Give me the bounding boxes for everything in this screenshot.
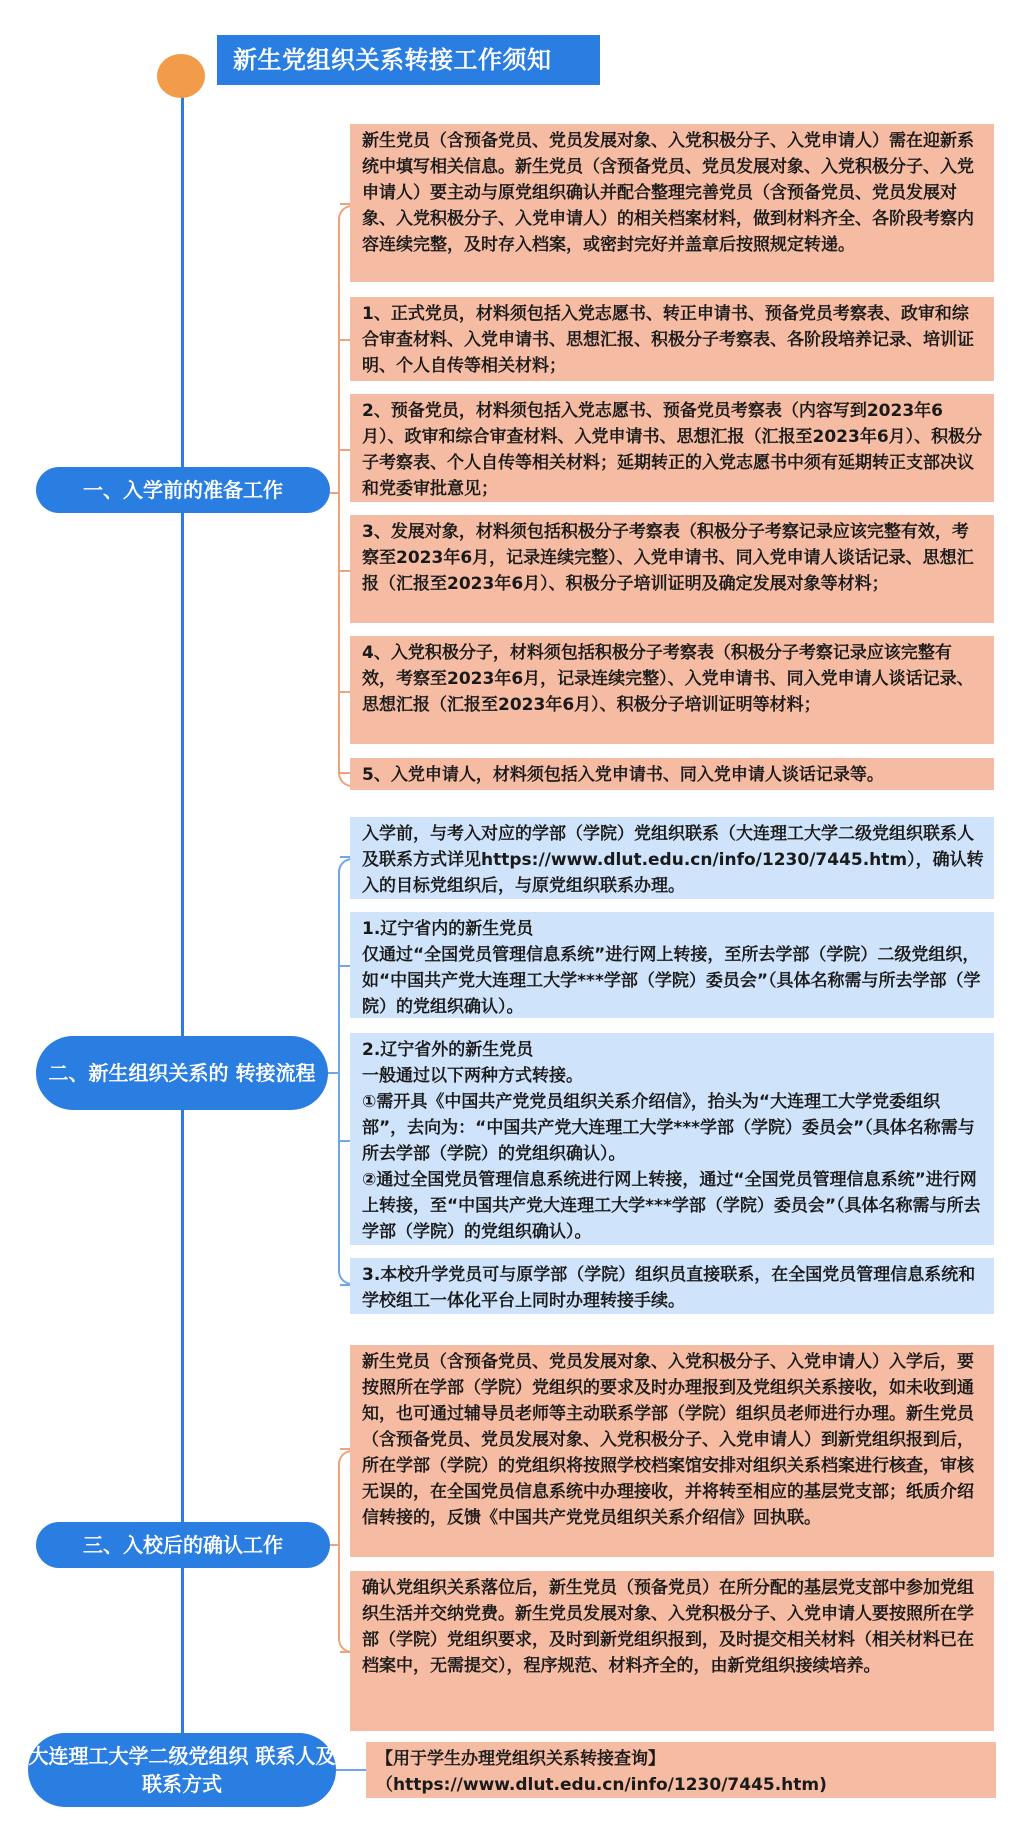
- section-3-connector: [330, 1544, 340, 1546]
- section-3-label: 三、入校后的确认工作: [36, 1522, 330, 1568]
- section-2-item-in-province: 1.辽宁省内的新生党员 仅通过“全国党员管理信息系统”进行网上转接，至所去学部（学院）二级党组织，如“中国共产党大连理工大学***学部（学院）委员会”（具体名称需与所去学部（学院）的党组织确认）。: [350, 912, 994, 1018]
- section-4-label: 大连理工大学二级党组织 联系人及联系方式: [28, 1733, 336, 1807]
- section-3-item-confirm: 确认党组织关系落位后，新生党员（预备党员）在所分配的基层党支部中参加党组织生活并交纳党费。新生党员发展对象、入党积极分子、入党申请人要按照所在学部（学院）党组织要求，及时到新党组织报到，及时提交相关材料（相关材料已在档案中，无需提交），程序规范、材料齐全的，由新党组织接续培养。: [350, 1571, 994, 1731]
- timeline-start-dot: [157, 54, 205, 98]
- section-2-item-out-province: 2.辽宁省外的新生党员 一般通过以下两种方式转接。 ①需开具《中国共产党党员组织关系介绍信》，抬头为“大连理工大学党委组织部”，去向为：“中国共产党大连理工大学***学部（学院）委员会”（具体名称需与所去学部（学院）的党组织确认）。 ②通过全国党员管理信息系统进行网上转接，通过“全国党员管理信息系统”进行网上转接，至“中国共产党大连理工大学***学部（学院）委员会”（具体名称需与所去学部（学院）的党组织确认）。: [350, 1033, 994, 1245]
- section-2-item-internal: 3.本校升学党员可与原学部（学院）组织员直接联系，在全国党员管理信息系统和学校组工一体化平台上同时办理转接手续。: [350, 1258, 994, 1314]
- section-4-item-query: 【用于学生办理党组织关系转接查询】（https://www.dlut.edu.cn/info/1230/7445.htm): [366, 1742, 996, 1798]
- section-1-connector: [330, 492, 340, 494]
- section-1-item-probationary: 2、预备党员，材料须包括入党志愿书、预备党员考察表（内容写到2023年6月）、政审和综合审查材料、入党申请书、思想汇报（汇报至2023年6月）、积极分子考察表、个人自传等相关材料；延期转正的入党志愿书中须有延期转正支部决议和党委审批意见；: [350, 394, 994, 502]
- section-2-label: 二、新生组织关系的 转接流程: [36, 1036, 328, 1110]
- section-1-item-activist: 4、入党积极分子，材料须包括积极分子考察表（积极分子考察记录应该完整有效，考察至2023年6月，记录连续完整）、入党申请书、同入党申请人谈话记录、思想汇报（汇报至2023年6月）、积极分子培训证明等材料；: [350, 636, 994, 744]
- section-2-item-contact: 入学前，与考入对应的学部（学院）党组织联系（大连理工大学二级党组织联系人及联系方式详见https://www.dlut.edu.cn/info/1230/7445.htm），确认转入的目标党组织后，与原党组织联系办理。: [350, 817, 994, 899]
- section-1-item-applicant: 5、入党申请人，材料须包括入党申请书、同入党申请人谈话记录等。: [350, 758, 994, 790]
- section-1-item-full-member: 1、正式党员，材料须包括入党志愿书、转正申请书、预备党员考察表、政审和综合审查材料、入党申请书、思想汇报、积极分子考察表、各阶段培养记录、培训证明、个人自传等相关材料；: [350, 297, 994, 381]
- section-1-label: 一、入学前的准备工作: [36, 467, 330, 513]
- section-4-connector: [336, 1769, 366, 1771]
- page-title: 新生党组织关系转接工作须知: [217, 35, 600, 85]
- section-1-item-intro: 新生党员（含预备党员、党员发展对象、入党积极分子、入党申请人）需在迎新系统中填写相关信息。新生党员（含预备党员、党员发展对象、入党积极分子、入党申请人）要主动与原党组织确认并配合整理完善党员（含预备党员、党员发展对象、入党积极分子、入党申请人）的相关档案材料，做到材料齐全、各阶段考察内容连续完整，及时存入档案，或密封完好并盖章后按照规定转递。: [350, 124, 994, 282]
- timeline-spine: [181, 90, 184, 1766]
- section-1-item-candidate: 3、发展对象，材料须包括积极分子考察表（积极分子考察记录应该完整有效，考察至2023年6月，记录连续完整）、入党申请书、同入党申请人谈话记录、思想汇报（汇报至2023年6月）、积极分子培训证明及确定发展对象等材料；: [350, 515, 994, 623]
- section-3-item-report: 新生党员（含预备党员、党员发展对象、入党积极分子、入党申请人）入学后，要按照所在学部（学院）党组织的要求及时办理报到及党组织关系接收，如未收到通知，也可通过辅导员老师等主动联系学部（学院）组织员老师进行办理。新生党员（含预备党员、党员发展对象、入党积极分子、入党申请人）到新党组织报到后，所在学部（学院）的党组织将按照学校档案馆安排对组织关系档案进行核查，审核无误的，在全国党员信息系统中办理接收，并将转至相应的基层党支部；纸质介绍信转接的，反馈《中国共产党党员组织关系介绍信》回执联。: [350, 1345, 994, 1557]
- section-2-connector: [328, 1072, 340, 1074]
